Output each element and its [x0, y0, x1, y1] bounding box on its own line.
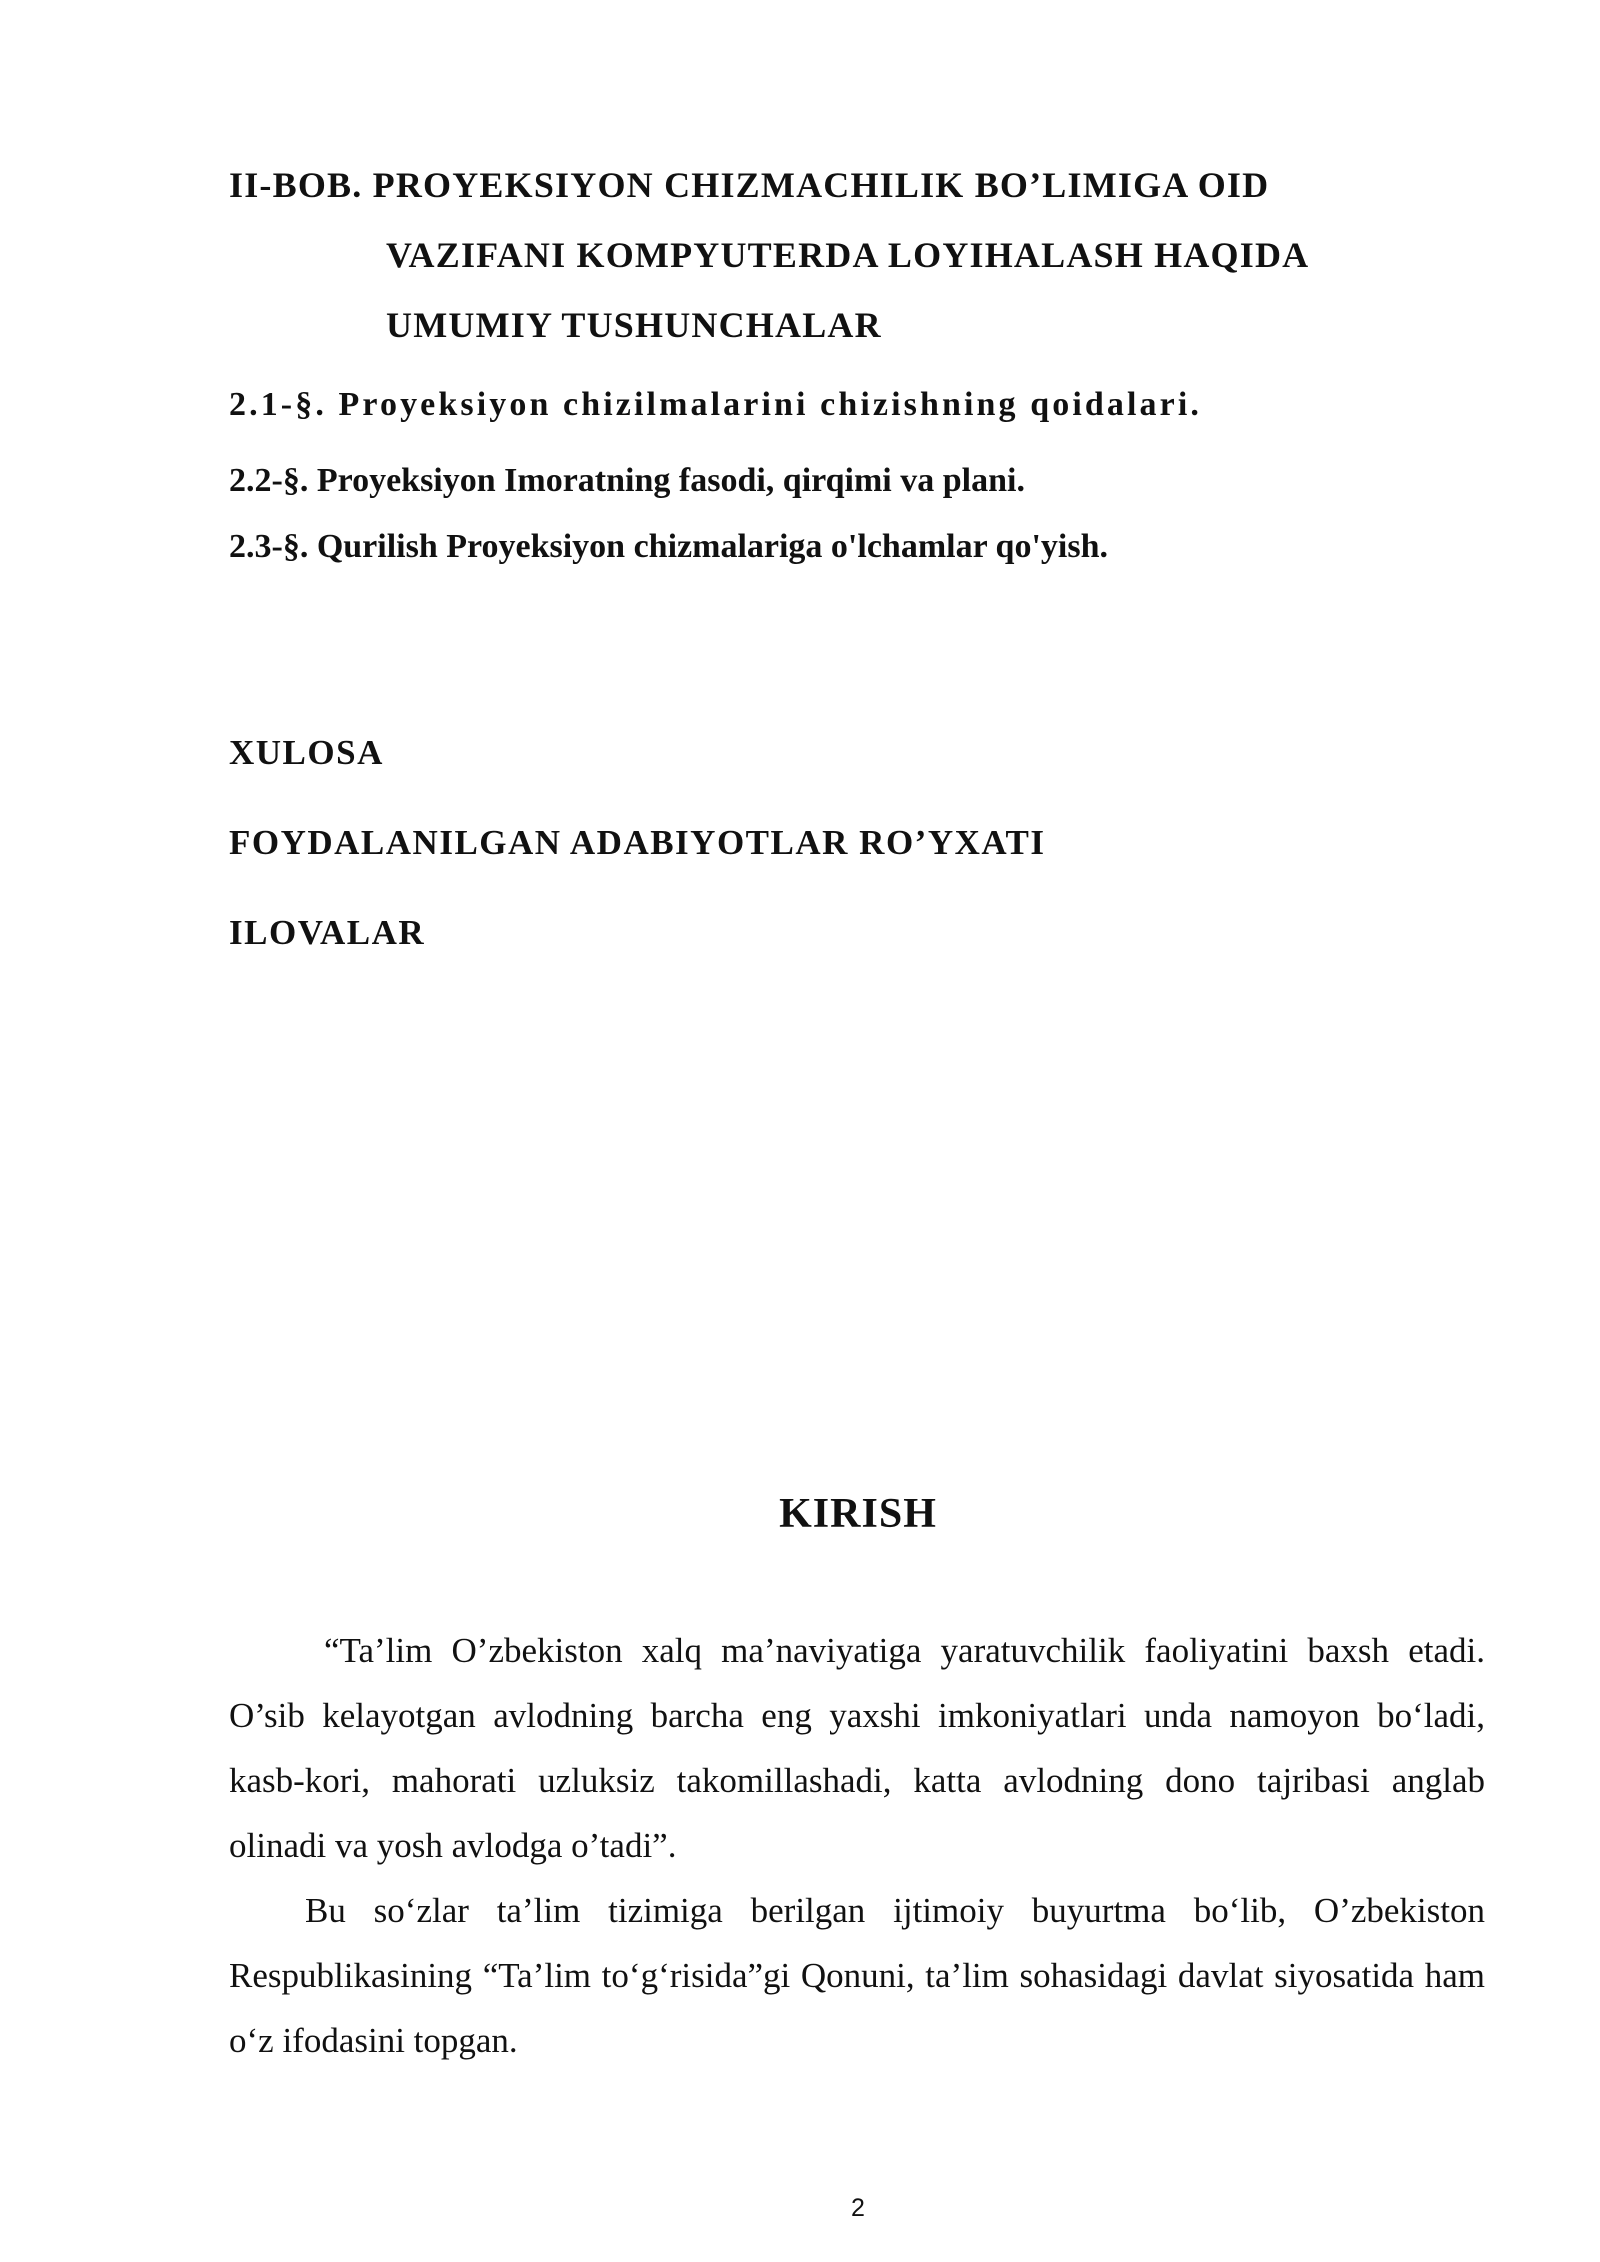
- chapter-title: [229, 150, 1409, 360]
- introduction-heading: KIRISH: [779, 1491, 937, 1537]
- toc-conclusion: XULOSA: [229, 733, 384, 772]
- introduction-paragraph-1: “Ta’lim O’zbekiston xalq ma’naviyatiga yaratuvchilik faoliyatini baxsh etadi. O’sib kelayotgan avlodning barcha eng yaxshi imkoniyatlari unda namoyon bo‘ladi, kasb-kori, mahorati uzluksiz takomillashadi, katta avlodning dono tajribasi anglab olinadi va yosh avlodga o’tadi”.: [229, 1631, 1485, 1865]
- chapter-title-line-1: II-BOB. PROYEKSIYON CHIZMACHILIK BO’LIMIGA OID: [229, 165, 1270, 205]
- page-number: 2: [851, 2194, 865, 2222]
- section-2-3: 2.3-§. Qurilish Proyeksiyon chizmalariga o'lchamlar qo'yish.: [229, 528, 1109, 565]
- chapter-title-line-2: VAZIFANI KOMPYUTERDA LOYIHALASH HAQIDA: [386, 235, 1310, 275]
- section-2-2: 2.2-§. Proyeksiyon Imoratning fasodi, qirqimi va plani.: [229, 462, 1025, 499]
- section-2-1: 2.1-§. Proyeksiyon chizilmalarini chizishning qoidalari.: [229, 386, 1202, 423]
- toc-references: FOYDALANILGAN ADABIYOTLAR RO’YXATI: [229, 823, 1046, 862]
- introduction-paragraph-2: Bu so‘zlar ta’lim tizimiga berilgan ijtimoiy buyurtma bo‘lib, O’zbekiston Respublikasining “Ta’lim to‘g‘risida”gi Qonuni, ta’lim sohasidagi davlat siyosatida ham o‘z ifodasini topgan.: [229, 1891, 1485, 2060]
- toc-appendices: ILOVALAR: [229, 913, 426, 952]
- chapter-title-line-3: UMUMIY TUSHUNCHALAR: [386, 305, 882, 345]
